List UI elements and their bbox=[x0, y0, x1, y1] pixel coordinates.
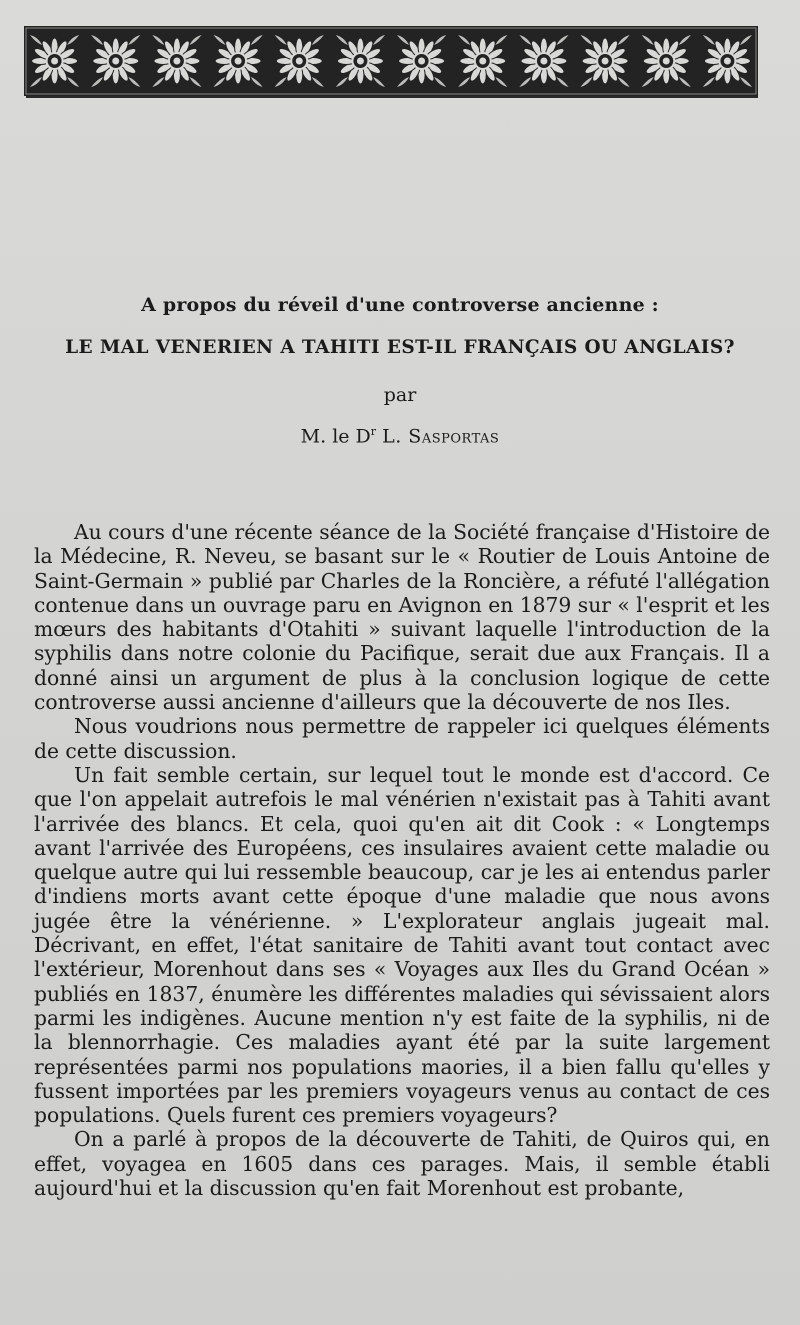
article-body bbox=[34, 520, 770, 1200]
article-title: LE MAL VENERIEN A TAHITI EST-IL FRANÇAIS OU ANGLAIS? bbox=[65, 337, 735, 358]
body-paragraph: Au cours d'une récente séance de la Société française d'Histoire de la Médecine, R. Neveu, se basant sur le « Routier de Louis Antoine de Saint-Germain » publié par Charles de la Roncière, a réfuté l'allégation contenue dans un ouvrage paru en Avignon en 1879 sur « l'esprit et les mœurs des habitants d'Otahiti » suivant laquelle l'introduction de la syphilis dans notre colonie du Pacifique, serait due aux Français. Il a donné ainsi un argument de plus à la conclusion logique de cette controverse aussi ancienne d'ailleurs que la découverte de nos Iles. bbox=[34, 520, 770, 715]
author-prefix-superscript: r bbox=[370, 425, 377, 438]
body-paragraph: On a parlé à propos de la découverte de Tahiti, de Quiros qui, en effet, voyagea en 1605 dans ces parages. Mais, il semble établi aujourd'hui et la discussion qu'en fait Morenhout est probante, bbox=[34, 1127, 770, 1201]
byline-par: par bbox=[383, 384, 417, 406]
body-paragraph: Nous voudrions nous permettre de rappeler ici quelques éléments de cette discussion. bbox=[34, 714, 770, 763]
author-prefix: M. le D bbox=[300, 425, 371, 448]
header-rule bbox=[26, 96, 758, 98]
article-kicker: A propos du réveil d'une controverse ancienne : bbox=[141, 294, 659, 316]
author-name: L. Sasportas bbox=[382, 425, 500, 448]
author-line bbox=[0, 425, 800, 447]
body-paragraph: Un fait semble certain, sur lequel tout le monde est d'accord. Ce que l'on appelait autrefois le mal vénérien n'existait pas à Tahiti avant l'arrivée des blancs. Et cela, quoi qu'en ait dit Cook : « Longtemps avant l'arrivée des Européens, ces insulaires avaient cette maladie ou quelque autre qui lui ressemble beaucoup, car je les ai entendus parler d'indiens morts avant cette époque d'une maladie que nous avons jugée être la vénérienne. » L'explorateur anglais jugeait mal. Décrivant, en effet, l'état sanitaire de Tahiti avant tout contact avec l'extérieur, Morenhout dans ses « Voyages aux Iles du Grand Océan » publiés en 1837, énumère les différentes maladies qui sévissaient alors parmi les indigènes. Aucune mention n'y est faite de la syphilis, ni de la blennorrhagie. Ces maladies ayant été par la suite largement représentées parmi nos populations maories, il a bien fallu qu'elles y fussent importées par les premiers voyageurs venus au contact de ces populations. Quels furent ces premiers voyageurs? bbox=[34, 762, 770, 1128]
rosette-frieze-ornament bbox=[24, 26, 758, 96]
